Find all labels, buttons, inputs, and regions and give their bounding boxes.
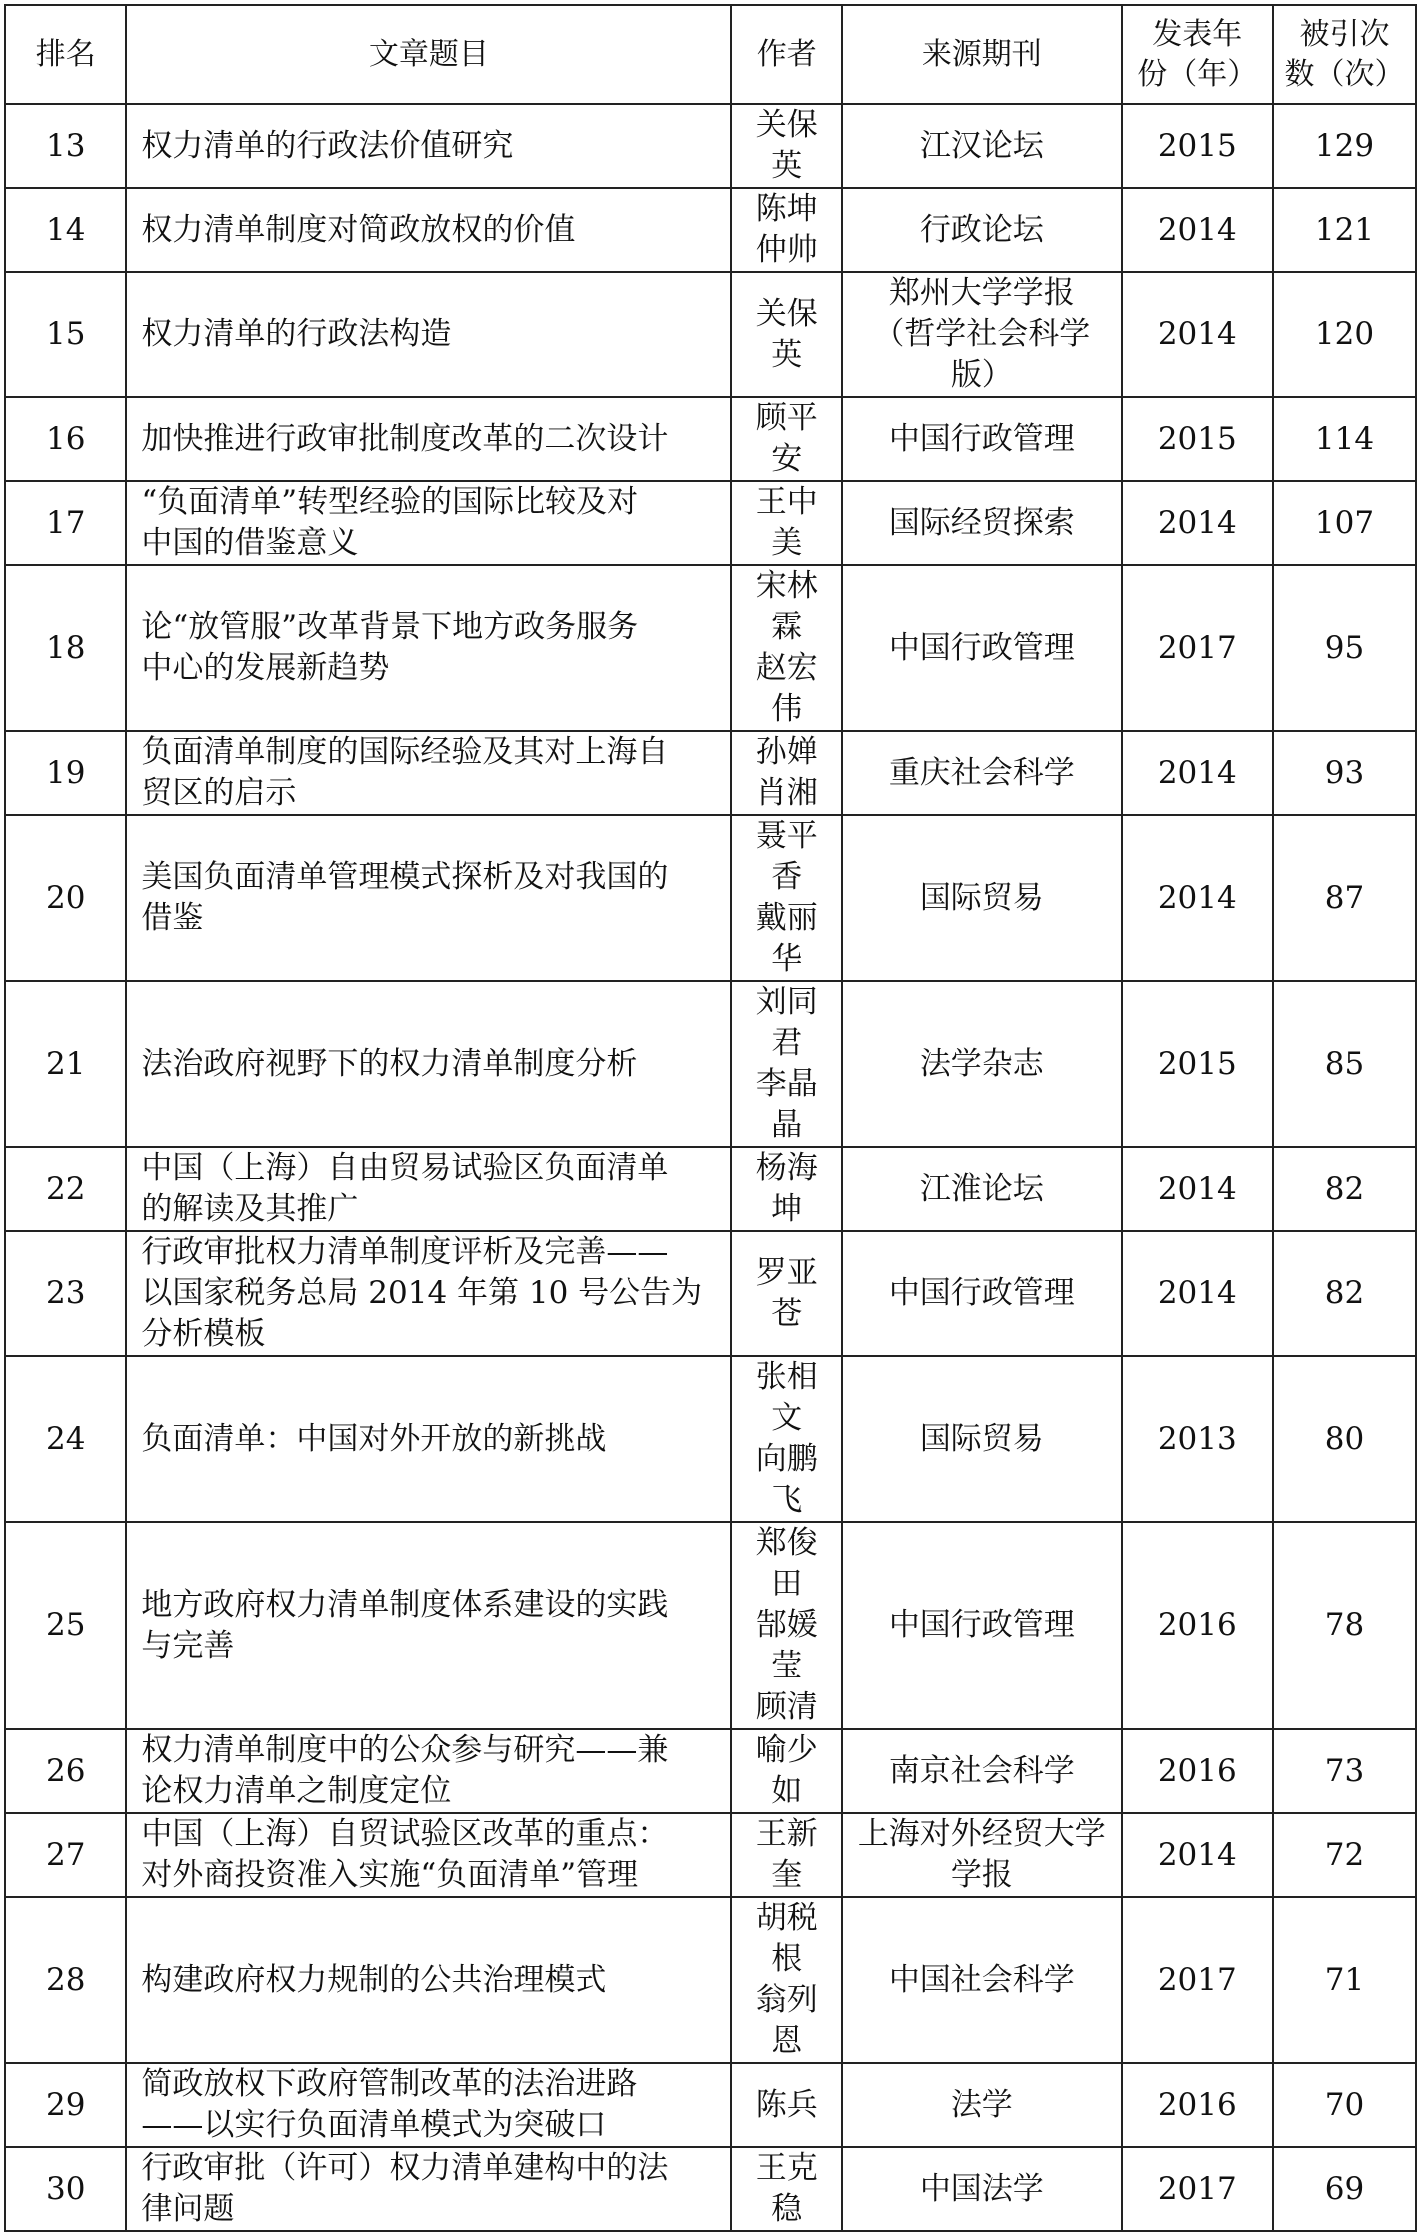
cell-author-line: 宋林霖 <box>755 568 818 645</box>
table-row <box>5 104 1416 188</box>
cell-citations: 87 <box>1273 815 1416 981</box>
cell-journal <box>842 1897 1121 2063</box>
cell-journal-line: 法学杂志 <box>919 1045 1044 1082</box>
cell-author <box>731 272 842 397</box>
cell-year: 2014 <box>1122 1231 1274 1356</box>
cell-year: 2016 <box>1122 1522 1274 1729</box>
cell-rank: 25 <box>5 1522 126 1729</box>
header-row <box>5 5 1416 104</box>
cell-title <box>126 2063 731 2147</box>
cell-author-line: 关保英 <box>755 107 818 184</box>
cell-author-line: 顾清 <box>755 1689 818 1725</box>
cell-rank: 21 <box>5 981 126 1147</box>
cell-author-line: 肖湘 <box>755 775 818 811</box>
cell-journal <box>842 1356 1121 1522</box>
table-row <box>5 2063 1416 2147</box>
table-row <box>5 1356 1416 1522</box>
table-body <box>5 104 1416 2231</box>
cell-year: 2014 <box>1122 815 1274 981</box>
cell-title-line: 美国负面清单管理模式探析及对我国的 <box>141 859 669 895</box>
cell-year: 2017 <box>1122 2147 1274 2231</box>
cell-journal <box>842 1729 1121 1813</box>
cell-journal-line: 中国社会科学 <box>888 1961 1075 1998</box>
cell-journal-line: 南京社会科学 <box>888 1752 1075 1789</box>
table-row <box>5 1729 1416 1813</box>
table-row <box>5 565 1416 731</box>
table-row <box>5 1897 1416 2063</box>
cell-title <box>126 1231 731 1356</box>
cell-journal <box>842 272 1121 397</box>
cell-author-line: 关保英 <box>755 295 818 373</box>
cell-title <box>126 272 731 397</box>
cell-author <box>731 481 842 565</box>
cell-title-line: 权力清单的行政法价值研究 <box>141 127 514 164</box>
cell-journal-line: 学报 <box>950 1857 1013 1893</box>
cell-title-line: 中心的发展新趋势 <box>141 650 390 686</box>
cell-journal-line: 法学 <box>950 2086 1013 2123</box>
cell-citations: 93 <box>1273 731 1416 815</box>
cell-year: 2014 <box>1122 272 1274 397</box>
cell-citations: 82 <box>1273 1231 1416 1356</box>
cell-citations: 129 <box>1273 104 1416 188</box>
cell-rank: 27 <box>5 1813 126 1897</box>
cell-author <box>731 1356 842 1522</box>
cell-year: 2014 <box>1122 1813 1274 1897</box>
cell-author <box>731 188 842 272</box>
cell-title-line: 与完善 <box>141 1627 235 1664</box>
cell-title-line: 加快推进行政审批制度改革的二次设计 <box>141 420 669 457</box>
cell-author <box>731 565 842 731</box>
header-author: 作者 <box>731 5 842 104</box>
cell-title <box>126 1729 731 1813</box>
table-row <box>5 1813 1416 1897</box>
cell-title <box>126 815 731 981</box>
cell-author <box>731 1147 842 1231</box>
cell-title-line: 法治政府视野下的权力清单制度分析 <box>141 1045 638 1082</box>
cell-author-line: 刘同君 <box>755 984 818 1061</box>
table-row <box>5 272 1416 397</box>
cell-year: 2014 <box>1122 188 1274 272</box>
cell-rank: 23 <box>5 1231 126 1356</box>
cell-citations: 82 <box>1273 1147 1416 1231</box>
cell-year: 2015 <box>1122 981 1274 1147</box>
cell-title <box>126 1147 731 1231</box>
cell-citations: 121 <box>1273 188 1416 272</box>
cell-year: 2015 <box>1122 104 1274 188</box>
cell-year: 2014 <box>1122 1147 1274 1231</box>
cell-journal-line: 郑州大学学报 <box>888 275 1075 311</box>
table-row <box>5 731 1416 815</box>
cell-title-line: 的解读及其推广 <box>141 1191 359 1227</box>
cell-citations: 73 <box>1273 1729 1416 1813</box>
cell-author <box>731 731 842 815</box>
header-citations <box>1273 5 1416 104</box>
cell-author-line: 孙婵 <box>755 734 818 770</box>
cell-title-line: 地方政府权力清单制度体系建设的实践 <box>141 1586 669 1623</box>
cell-citations: 78 <box>1273 1522 1416 1729</box>
cell-journal-line: 中国行政管理 <box>888 1275 1075 1311</box>
cell-author-line: 李晶晶 <box>755 1066 818 1143</box>
cell-journal-line: 中国法学 <box>919 2170 1044 2207</box>
cell-citations: 72 <box>1273 1813 1416 1897</box>
cell-journal-line: 重庆社会科学 <box>888 754 1075 791</box>
cell-title-line: “负面清单”转型经验的国际比较及对 <box>141 484 639 520</box>
cell-year: 2016 <box>1122 1729 1274 1813</box>
table-row <box>5 1231 1416 1356</box>
cell-journal <box>842 1522 1121 1729</box>
cell-rank: 26 <box>5 1729 126 1813</box>
cell-rank: 15 <box>5 272 126 397</box>
cell-rank: 20 <box>5 815 126 981</box>
cell-journal-line: 中国行政管理 <box>888 629 1075 666</box>
cell-author <box>731 1813 842 1897</box>
cell-journal-line: 江淮论坛 <box>919 1170 1044 1207</box>
cell-rank: 29 <box>5 2063 126 2147</box>
cell-title <box>126 397 731 481</box>
cell-author-line: 王中美 <box>755 484 818 561</box>
cell-author-line: 郑俊田 <box>755 1525 818 1602</box>
cell-journal <box>842 188 1121 272</box>
cell-journal-line: 国际贸易 <box>919 879 1044 916</box>
cell-title-line: 贸区的启示 <box>141 775 297 811</box>
cell-title-line: 行政审批（许可）权力清单建构中的法 <box>141 2150 669 2186</box>
cell-title <box>126 1897 731 2063</box>
cell-title-line: ——以实行负面清单模式为突破口 <box>141 2107 607 2143</box>
cell-title-line: 简政放权下政府管制改革的法治进路 <box>141 2066 638 2102</box>
cell-title-line: 构建政府权力规制的公共治理模式 <box>141 1961 607 1998</box>
cell-title <box>126 481 731 565</box>
cell-rank: 17 <box>5 481 126 565</box>
cell-author <box>731 397 842 481</box>
cell-journal-line: 中国行政管理 <box>888 1607 1075 1643</box>
cell-author-line: 顾平安 <box>755 400 818 477</box>
cell-journal <box>842 1231 1121 1356</box>
cell-author-line: 胡税根 <box>755 1900 818 1977</box>
cell-title <box>126 731 731 815</box>
header-year-line: 份（年） <box>1137 56 1258 92</box>
cell-author <box>731 1897 842 2063</box>
cell-title-line: 以国家税务总局 2014 年第 10 号公告为 <box>141 1275 703 1311</box>
cell-title-line: 中国（上海）自由贸易试验区负面清单 <box>141 1150 669 1186</box>
cell-rank: 13 <box>5 104 126 188</box>
cell-journal <box>842 104 1121 188</box>
cell-author <box>731 1231 842 1356</box>
cell-title-line: 权力清单制度对简政放权的价值 <box>141 211 576 248</box>
cell-year: 2017 <box>1122 565 1274 731</box>
cell-rank: 28 <box>5 1897 126 2063</box>
cell-citations: 69 <box>1273 2147 1416 2231</box>
cell-author <box>731 1522 842 1729</box>
cell-journal <box>842 1813 1121 1897</box>
cell-journal <box>842 731 1121 815</box>
cell-author <box>731 981 842 1147</box>
cell-citations: 85 <box>1273 981 1416 1147</box>
cell-author-line: 王克稳 <box>755 2150 818 2227</box>
cell-author-line: 戴丽华 <box>755 900 818 977</box>
cell-author-line: 赵宏伟 <box>755 650 818 727</box>
cell-year: 2017 <box>1122 1897 1274 2063</box>
cell-title-line: 行政审批权力清单制度评析及完善—— <box>141 1234 669 1270</box>
table-row <box>5 2147 1416 2231</box>
cell-author-line: 翁列恩 <box>755 1982 818 2059</box>
cell-title <box>126 2147 731 2231</box>
table-row <box>5 481 1416 565</box>
cell-year: 2016 <box>1122 2063 1274 2147</box>
cell-journal-line: （哲学社会科学版） <box>873 316 1091 393</box>
cell-author-line: 陈坤 <box>755 191 818 227</box>
header-title: 文章题目 <box>126 5 731 104</box>
cell-author-line: 张相文 <box>755 1359 818 1436</box>
cell-journal-line: 国际贸易 <box>919 1420 1044 1457</box>
header-journal: 来源期刊 <box>842 5 1121 104</box>
table-row <box>5 1147 1416 1231</box>
cell-rank: 24 <box>5 1356 126 1522</box>
cell-author <box>731 104 842 188</box>
cell-title-line: 对外商投资准入实施“负面清单”管理 <box>141 1857 639 1893</box>
cell-journal-line: 上海对外经贸大学 <box>857 1816 1106 1852</box>
header-year <box>1122 5 1274 104</box>
cell-author <box>731 1729 842 1813</box>
cell-author <box>731 815 842 981</box>
cell-citations: 95 <box>1273 565 1416 731</box>
cell-author-line: 向鹏飞 <box>755 1441 818 1518</box>
table-row <box>5 188 1416 272</box>
cell-author-line: 郜媛莹 <box>755 1607 818 1684</box>
cell-journal <box>842 2063 1121 2147</box>
cell-title <box>126 1813 731 1897</box>
cell-rank: 19 <box>5 731 126 815</box>
header-citations-line: 数（次） <box>1284 56 1405 92</box>
cell-rank: 16 <box>5 397 126 481</box>
cell-author-line: 仲帅 <box>755 232 818 268</box>
cell-rank: 22 <box>5 1147 126 1231</box>
cell-title <box>126 565 731 731</box>
cell-journal <box>842 2147 1121 2231</box>
header-citations-line: 被引次 <box>1299 16 1390 52</box>
cell-journal <box>842 815 1121 981</box>
cell-journal <box>842 1147 1121 1231</box>
cell-title <box>126 188 731 272</box>
table-row <box>5 1522 1416 1729</box>
cell-title-line: 借鉴 <box>141 900 204 936</box>
cell-title <box>126 1356 731 1522</box>
cell-title-line: 负面清单制度的国际经验及其对上海自 <box>141 734 669 770</box>
cell-author-line: 罗亚苍 <box>755 1254 818 1332</box>
cell-year: 2014 <box>1122 481 1274 565</box>
table-row <box>5 815 1416 981</box>
cell-year: 2015 <box>1122 397 1274 481</box>
cell-title-line: 论“放管服”改革背景下地方政务服务 <box>141 609 639 645</box>
cell-author-line: 陈兵 <box>755 2086 818 2123</box>
cell-citations: 120 <box>1273 272 1416 397</box>
cell-journal <box>842 981 1121 1147</box>
table-row <box>5 981 1416 1147</box>
table-row <box>5 397 1416 481</box>
cell-title-line: 分析模板 <box>141 1316 266 1352</box>
cell-rank: 18 <box>5 565 126 731</box>
cell-author-line: 杨海坤 <box>755 1150 818 1227</box>
cell-rank: 30 <box>5 2147 126 2231</box>
cell-title-line: 中国的借鉴意义 <box>141 525 359 561</box>
cell-title-line: 权力清单的行政法构造 <box>141 316 452 352</box>
cell-journal-line: 行政论坛 <box>919 211 1044 248</box>
header-rank: 排名 <box>5 5 126 104</box>
cell-citations: 70 <box>1273 2063 1416 2147</box>
cell-title-line: 权力清单制度中的公众参与研究——兼 <box>141 1732 669 1768</box>
cell-title <box>126 981 731 1147</box>
cell-citations: 80 <box>1273 1356 1416 1522</box>
cell-citations: 71 <box>1273 1897 1416 2063</box>
cell-title <box>126 1522 731 1729</box>
cell-author-line: 王新奎 <box>755 1816 818 1893</box>
cell-citations: 107 <box>1273 481 1416 565</box>
cell-journal <box>842 565 1121 731</box>
cell-journal <box>842 481 1121 565</box>
header-year-line: 发表年 <box>1152 16 1243 52</box>
cell-title-line: 中国（上海）自贸试验区改革的重点： <box>141 1816 669 1852</box>
citation-ranking-table <box>4 4 1417 2232</box>
cell-author-line: 聂平香 <box>755 818 818 895</box>
cell-journal-line: 国际经贸探索 <box>888 504 1075 541</box>
cell-journal <box>842 397 1121 481</box>
cell-title-line: 律问题 <box>141 2191 235 2227</box>
cell-author <box>731 2147 842 2231</box>
cell-year: 2013 <box>1122 1356 1274 1522</box>
cell-rank: 14 <box>5 188 126 272</box>
cell-year: 2014 <box>1122 731 1274 815</box>
cell-title <box>126 104 731 188</box>
cell-author <box>731 2063 842 2147</box>
cell-citations: 114 <box>1273 397 1416 481</box>
cell-title-line: 论权力清单之制度定位 <box>141 1773 452 1809</box>
cell-title-line: 负面清单：中国对外开放的新挑战 <box>141 1420 607 1457</box>
cell-author-line: 喻少如 <box>755 1732 818 1809</box>
cell-journal-line: 中国行政管理 <box>888 420 1075 457</box>
cell-journal-line: 江汉论坛 <box>919 127 1044 164</box>
